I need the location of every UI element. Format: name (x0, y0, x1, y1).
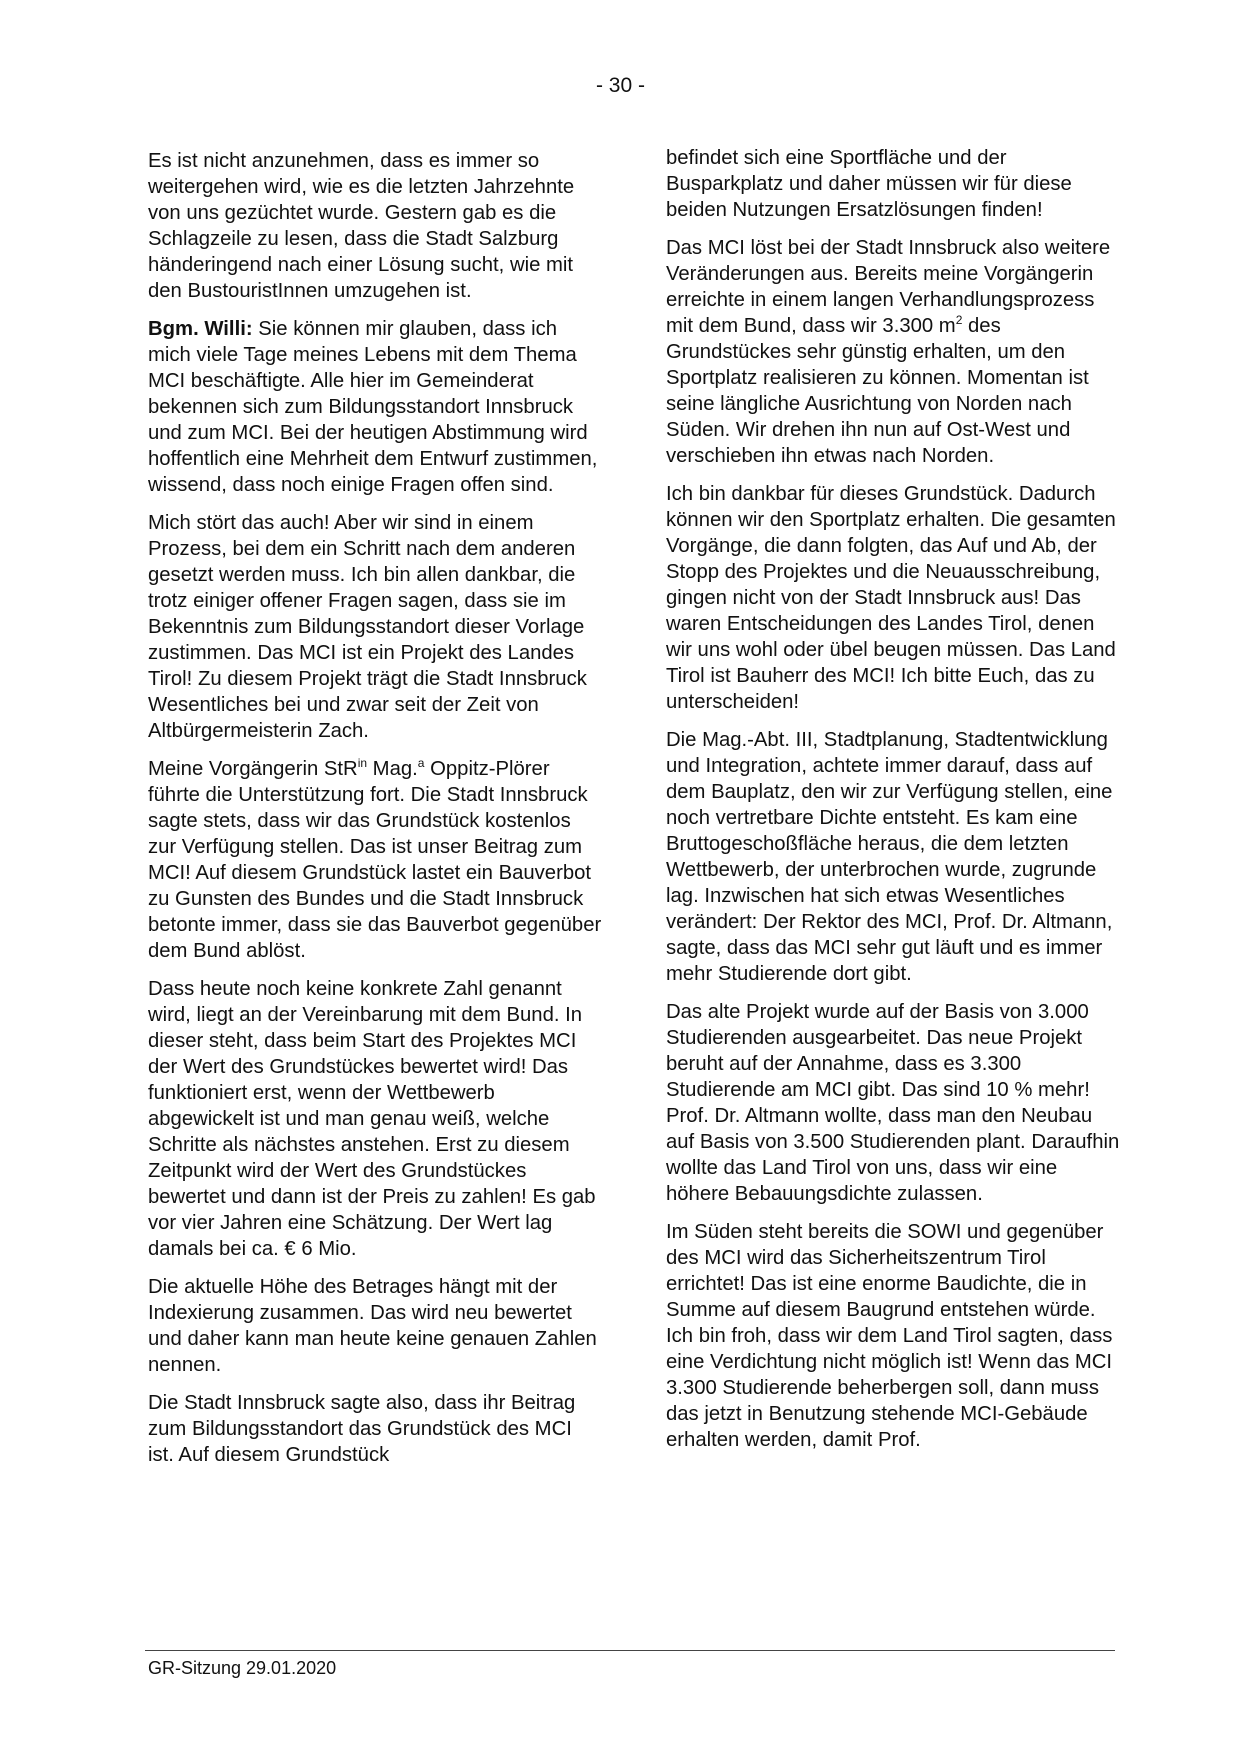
paragraph-text: Meine Vorgängerin StR (148, 758, 358, 780)
paragraph-text: Mag. (367, 758, 418, 780)
paragraph-text: Sie können mir glauben, dass ich mich viele Tage meines Lebens mit dem Thema MCI beschäftigte. Alle hier im Gemeinderat bekennen sich zum Bildungsstandort Innsbruck und zum MCI. Bei der heutigen Abstimmung wird hoffentlich eine Mehrheit dem Entwurf zustimmen, wissend, dass noch einige Fragen offen sind. (148, 318, 598, 496)
footer-divider (145, 1650, 1115, 1651)
paragraph: befindet sich eine Sportfläche und der Busparkplatz und daher müssen wir für diese beiden Nutzungen Ersatzlösungen finden! (666, 147, 1072, 221)
paragraph (666, 235, 1121, 469)
paragraph (148, 316, 603, 498)
paragraph-text: Oppitz-Plörer führte die Unterstützung fort. Die Stadt Innsbruck sagte stets, dass wir das Grundstück kostenlos zur Verfügung stellen. Das ist unser Beitrag zum MCI! Auf diesem Grundstück lastet ein Bauverbot zu Gunsten des Bundes und die Stadt Innsbruck betonte immer, dass sie das Bauverbot gegenüber dem Bund ablöst. (148, 758, 602, 962)
paragraph: Die Mag.-Abt. III, Stadtplanung, Stadtentwicklung und Integration, achtete immer darauf, dass auf dem Bauplatz, den wir zur Verfügung stellen, eine noch vertretbare Dichte entsteht. Es kam eine Bruttogeschoßfläche heraus, die dem letzten Wettbewerb, der unterbrochen wurde, zugrunde lag. Inzwischen hat sich etwas Wesentliches verändert: Der Rektor des MCI, Prof. Dr. Altmann, sagte, dass das MCI sehr gut läuft und es immer mehr Studierende dort gibt. (666, 729, 1113, 985)
page-number: - 30 - (595, 74, 645, 97)
paragraph: Mich stört das auch! Aber wir sind in einem Prozess, bei dem ein Schritt nach dem anderen gesetzt werden muss. Ich bin allen dankbar, die trotz einiger offener Fragen sagen, dass sie im Bekenntnis zum Bildungsstandort dieser Vorlage zustimmen. Das MCI ist ein Projekt des Landes Tirol! Zu diesem Projekt trägt die Stadt Innsbruck Wesentliches bei und zwar seit der Zeit von Altbürgermeisterin Zach. (148, 512, 587, 742)
paragraph: Die Stadt Innsbruck sagte also, dass ihr Beitrag zum Bildungsstandort das Grundstück des MCI ist. Auf diesem Grundstück (148, 1392, 576, 1466)
superscript: 2 (955, 313, 963, 328)
paragraph-text: Das MCI löst bei der Stadt Innsbruck also weitere Veränderungen aus. Bereits meine Vorgängerin erreichte in einem langen Verhandlungsprozess mit dem Bund, dass wir 3.300 m (666, 237, 1111, 337)
superscript: a (417, 756, 425, 771)
paragraph: Im Süden steht bereits die SOWI und gegenüber des MCI wird das Sicherheitszentrum Tirol errichtet! Das ist eine enorme Baudichte, die in Summe auf diesem Baugrund entstehen würde. Ich bin froh, dass wir dem Land Tirol sagten, dass eine Verdichtung nicht möglich ist! Wenn das MCI 3.300 Studierende beherbergen soll, dann muss das jetzt in Benutzung stehende MCI-Gebäude erhalten werden, damit Prof. (666, 1221, 1113, 1451)
speaker-name: Bgm. Willi: (148, 318, 253, 340)
footer-text: GR-Sitzung 29.01.2020 (148, 1658, 337, 1678)
superscript: in (357, 756, 368, 771)
paragraph (148, 756, 603, 964)
paragraph: Es ist nicht anzunehmen, dass es immer so weitergehen wird, wie es die letzten Jahrzehnte von uns gezüchtet wurde. Gestern gab es die Schlagzeile zu lesen, dass die Stadt Salzburg händeringend nach einer Lösung sucht, wie mit den BustouristInnen umzugehen ist. (148, 150, 575, 302)
paragraph-text: des Grundstückes sehr günstig erhalten, um den Sportplatz realisieren zu können. Momentan ist seine längliche Ausrichtung von Norden nach Süden. Wir drehen ihn nun auf Ost-West und verschieben ihn etwas nach Norden. (666, 315, 1089, 467)
paragraph: Ich bin dankbar für dieses Grundstück. Dadurch können wir den Sportplatz erhalten. Die gesamten Vorgänge, die dann folgten, das Auf und Ab, der Stopp des Projektes und die Neuausschreibung, gingen nicht von der Stadt Innsbruck aus! Das waren Entscheidungen des Landes Tirol, denen wir uns wohl oder übel beugen müssen. Das Land Tirol ist Bauherr des MCI! Ich bitte Euch, das zu unterscheiden! (666, 483, 1116, 713)
right-column (666, 145, 1121, 1465)
paragraph: Dass heute noch keine konkrete Zahl genannt wird, liegt an der Vereinbarung mit dem Bund. In dieser steht, dass beim Start des Projektes MCI der Wert des Grundstückes bewertet wird! Das funktioniert erst, wenn der Wettbewerb abgewickelt ist und man genau weiß, welche Schritte als nächstes anstehen. Erst zu diesem Zeitpunkt wird der Wert des Grundstückes bewertet und dann ist der Preis zu zahlen! Es gab vor vier Jahren eine Schätzung. Der Wert lag damals bei ca. € 6 Mio. (148, 978, 596, 1260)
left-column (148, 148, 603, 1480)
paragraph: Die aktuelle Höhe des Betrages hängt mit der Indexierung zusammen. Das wird neu bewertet und daher kann man heute keine genauen Zahlen nennen. (148, 1276, 597, 1376)
paragraph: Das alte Projekt wurde auf der Basis von 3.000 Studierenden ausgearbeitet. Das neue Projekt beruht auf der Annahme, dass es 3.300 Studierende am MCI gibt. Das sind 10 % mehr! Prof. Dr. Altmann wollte, dass man den Neubau auf Basis von 3.500 Studierenden plant. Daraufhin wollte das Land Tirol von uns, dass wir eine höhere Bebauungsdichte zulassen. (666, 1001, 1120, 1205)
